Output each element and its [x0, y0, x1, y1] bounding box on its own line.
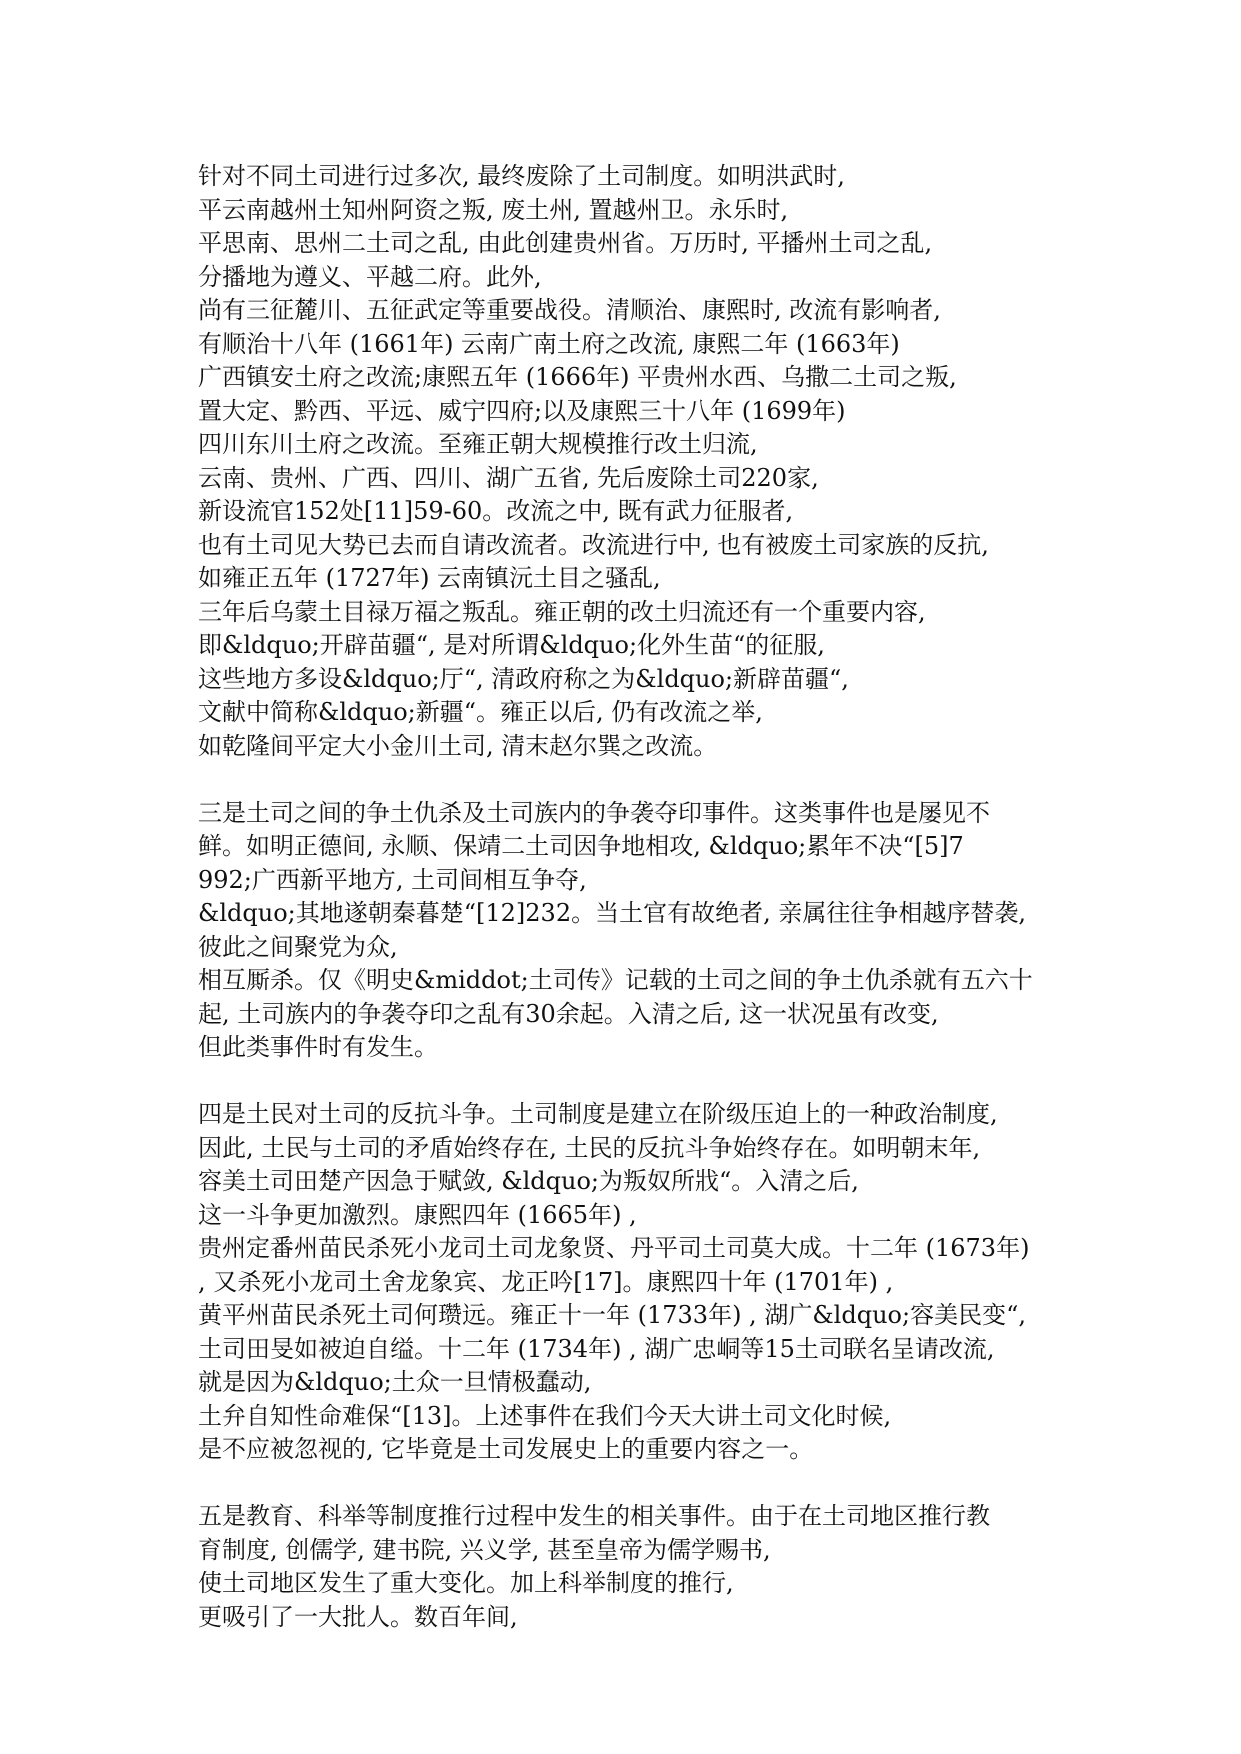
- paragraph-1: [198, 160, 1098, 763]
- text-line: 平思南、思州二土司之乱, 由此创建贵州省。万历时, 平播州土司之乱,: [198, 229, 933, 257]
- paragraph-3: [198, 1098, 1098, 1467]
- text-line: 分播地为遵义、平越二府。此外,: [198, 262, 542, 291]
- text-line: , 又杀死小龙司土舍龙象宾、龙正吟[17]。康熙四十年 (1701年) ,: [198, 1267, 894, 1296]
- text-line: 广西镇安土府之改流;康熙五年 (1666年) 平贵州水西、乌撒二土司之叛,: [198, 363, 957, 391]
- text-line: 三年后乌蒙土目禄万福之叛乱。雍正朝的改土归流还有一个重要内容,: [198, 597, 926, 626]
- text-line: 如雍正五年 (1727年) 云南镇沅土目之骚乱,: [198, 564, 661, 592]
- text-line: 平云南越州土知州阿资之叛, 废土州, 置越州卫。永乐时,: [198, 195, 789, 224]
- text-line: 育制度, 创儒学, 建书院, 兴义学, 甚至皇帝为儒学赐书,: [198, 1535, 771, 1564]
- text-line: 更吸引了一大批人。数百年间,: [198, 1602, 518, 1631]
- text-line: 如乾隆间平定大小金川土司, 清末赵尔巽之改流。: [198, 731, 718, 760]
- text-line: 云南、贵州、广西、四川、湖广五省, 先后废除土司220家,: [198, 463, 819, 492]
- text-line: 尚有三征麓川、五征武定等重要战役。清顺治、康熙时, 改流有影响者,: [198, 296, 941, 324]
- paragraph-2: [198, 797, 1098, 1065]
- text-line: &ldquo;其地遂朝秦暮楚“[12]232。当土官有故绝者, 亲属往往争相越序替袭,: [198, 899, 1026, 927]
- text-line: 这一斗争更加激烈。康熙四年 (1665年) ,: [198, 1200, 637, 1229]
- text-line: 三是土司之间的争土仇杀及土司族内的争袭夺印事件。这类事件也是屡见不: [198, 798, 990, 827]
- text-line: 文献中简称&ldquo;新疆“。雍正以后, 仍有改流之举,: [198, 698, 763, 726]
- text-line: 针对不同土司进行过多次, 最终废除了土司制度。如明洪武时,: [198, 162, 845, 190]
- text-line: 有顺治十八年 (1661年) 云南广南土府之改流, 康熙二年 (1663年): [198, 329, 900, 358]
- text-line: 置大定、黔西、平远、威宁四府;以及康熙三十八年 (1699年): [198, 396, 846, 425]
- text-line: 贵州定番州苗民杀死小龙司土司龙象贤、丹平司土司莫大成。十二年 (1673年): [198, 1234, 1030, 1262]
- text-line: 新设流官152处[11]59-60。改流之中, 既有武力征服者,: [198, 497, 794, 525]
- text-line: 四是土民对土司的反抗斗争。土司制度是建立在阶级压迫上的一种政治制度,: [198, 1100, 998, 1128]
- text-line: 土司田旻如被迫自缢。十二年 (1734年) , 湖广忠峒等15土司联名呈请改流,: [198, 1334, 995, 1363]
- text-line: 即&ldquo;开辟苗疆“, 是对所谓&ldquo;化外生苗“的征服,: [198, 631, 825, 659]
- text-line: 但此类事件时有发生。: [198, 1033, 438, 1061]
- text-line: 使土司地区发生了重大变化。加上科举制度的推行,: [198, 1569, 734, 1597]
- text-line: 是不应被忽视的, 它毕竟是土司发展史上的重要内容之一。: [198, 1435, 814, 1463]
- text-line: 土弁自知性命难保“[13]。上述事件在我们今天大讲土司文化时候,: [198, 1401, 892, 1430]
- paragraph-4: [198, 1500, 1098, 1634]
- text-line: 容美土司田楚产因急于赋敛, &ldquo;为叛奴所戕“。入清之后,: [198, 1167, 859, 1195]
- text-line: 起, 土司族内的争袭夺印之乱有30余起。入清之后, 这一状况虽有改变,: [198, 999, 939, 1028]
- text-line: 四川东川土府之改流。至雍正朝大规模推行改土归流,: [198, 430, 758, 458]
- text-line: 这些地方多设&ldquo;厅“, 清政府称之为&ldquo;新辟苗疆“,: [198, 664, 849, 693]
- text-line: 彼此之间聚党为众,: [198, 932, 398, 961]
- text-line: 鲜。如明正德间, 永顺、保靖二土司因争地相攻, &ldquo;累年不决“[5]7: [198, 832, 964, 860]
- text-line: 就是因为&ldquo;土众一旦情极蠢动,: [198, 1368, 592, 1396]
- text-line: 因此, 土民与土司的矛盾始终存在, 土民的反抗斗争始终存在。如明朝末年,: [198, 1133, 981, 1162]
- text-line: 五是教育、科举等制度推行过程中发生的相关事件。由于在土司地区推行教: [198, 1502, 990, 1530]
- text-line: 也有土司见大势已去而自请改流者。改流进行中, 也有被废土司家族的反抗,: [198, 530, 989, 559]
- text-line: 992;广西新平地方, 土司间相互争夺,: [198, 865, 587, 894]
- text-line: 相互厮杀。仅《明史&middot;土司传》记载的土司之间的争土仇杀就有五六十: [198, 966, 1033, 994]
- text-line: 黄平州苗民杀死土司何瓒远。雍正十一年 (1733年) , 湖广&ldquo;容美民变“,: [198, 1301, 1026, 1329]
- document-body: [198, 160, 1098, 1668]
